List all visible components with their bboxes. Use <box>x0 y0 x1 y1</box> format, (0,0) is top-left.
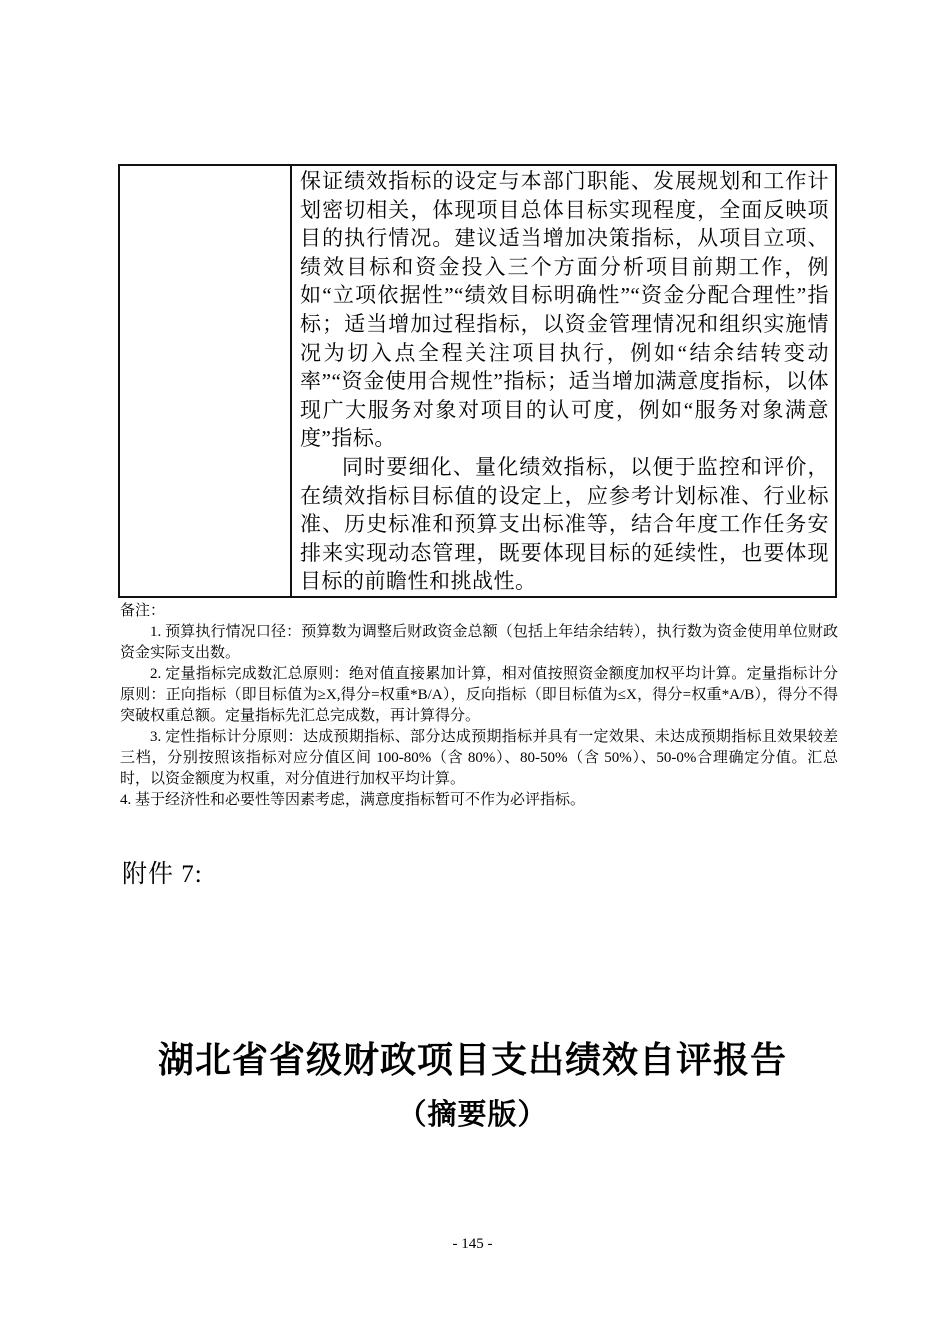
table-right-cell <box>292 166 835 596</box>
note-item-1: 1. 预算执行情况口径：预算数为调整后财政资金总额（包括上年结余结转），执行数为资金使用单位财政资金实际支出数。 <box>120 624 838 661</box>
report-title: 湖北省省级财政项目支出绩效自评报告 <box>157 1040 787 1080</box>
note-item-2: 2. 定量指标完成数汇总原则：绝对值直接累加计算，相对值按照资金额度加权平均计算。定量指标计分原则：正向指标（即目标值为≥X,得分=权重*B/A），反向指标（即目标值为≤X，得分=权重*A/B），得分不得突破权重总额。定量指标先汇总完成数，再计算得分。 <box>120 666 838 724</box>
indicator-table <box>118 164 837 598</box>
notes-section <box>120 601 838 811</box>
note-item-4: 4. 基于经济性和必要性等因素考虑，满意度指标暂可不作为必评指标。 <box>120 792 586 808</box>
attachment-label: 附件 7: <box>122 861 203 888</box>
table-paragraph-2: 同时要细化、量化绩效指标，以便于监控和评价，在绩效指标目标值的设定上，应参考计划标准、行业标准、历史标准和预算支出标准等，结合年度工作任务安排来实现动态管理，既要体现目标的延续性，也要体现目标的前瞻性和挑战性。 <box>300 454 829 594</box>
table-paragraph-1: 保证绩效指标的设定与本部门职能、发展规划和工作计划密切相关，体现项目总体目标实现程度，全面反映项目的执行情况。建议适当增加决策指标，从项目立项、绩效目标和资金投入三个方面分析项目前期工作，例如“立项依据性”“绩效目标明确性”“资金分配合理性”指标；适当增加过程指标，以资金管理情况和组织实施情况为切入点全程关注项目执行，例如“结余结转变动率”“资金使用合规性”指标；适当增加满意度指标，以体现广大服务对象对项目的认可度，例如“服务对象满意度”指标。 <box>300 169 829 451</box>
report-subtitle: （摘要版） <box>397 1099 548 1131</box>
notes-label: 备注： <box>120 603 166 619</box>
note-item-3: 3. 定性指标计分原则：达成预期指标、部分达成预期指标并具有一定效果、未达成预期指标且效果较差三档，分别按照该指标对应分值区间 100-80%（含 80%）、80-50%（含 50%）、50-0%合理确定分值。汇总时，以资金额度为权重，对分值进行加权平均计算。 <box>120 729 838 787</box>
table-left-cell <box>120 166 292 596</box>
page-number: - 145 - <box>452 1236 493 1252</box>
